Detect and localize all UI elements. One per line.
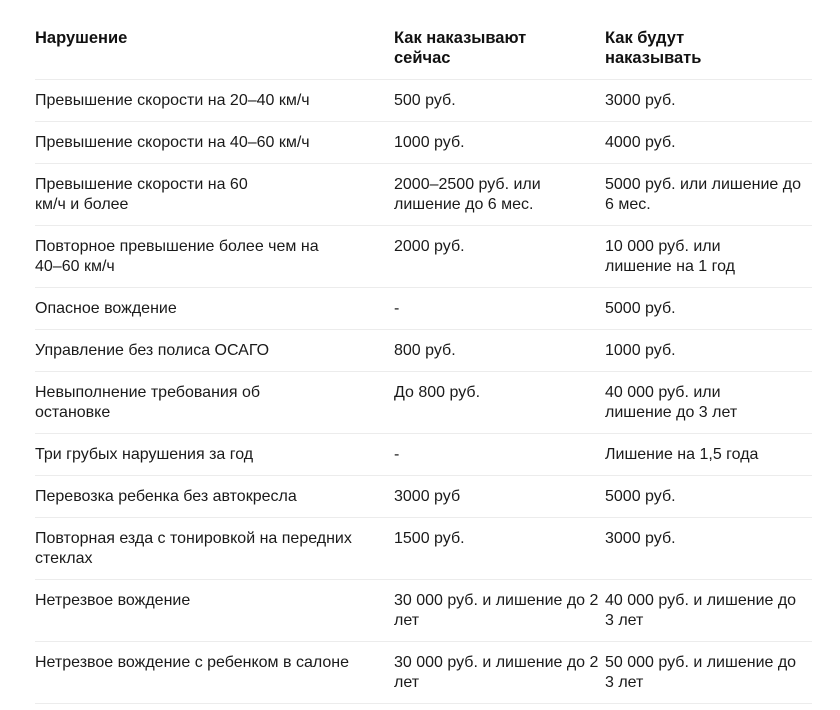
violation-cell: Нетрезвое вождение с ребенком в салоне xyxy=(35,654,349,671)
table-row xyxy=(35,476,812,518)
future-penalty-cell: 5000 руб. xyxy=(605,300,676,317)
table-row xyxy=(35,330,812,372)
violation-cell: Нетрезвое вождение xyxy=(35,592,191,609)
current-penalty-cell: 1000 руб. xyxy=(394,134,465,151)
future-penalty-cell: 50 000 руб. и лишение до 3 лет xyxy=(605,654,797,691)
current-penalty-cell: 30 000 руб. и лишение до 2 лет xyxy=(394,654,599,691)
header-current-penalty: Как наказывают сейчас xyxy=(394,29,527,67)
violation-cell: Превышение скорости на 60 км/ч и более xyxy=(35,176,248,213)
future-penalty-cell: 40 000 руб. или лишение до 3 лет xyxy=(605,384,738,421)
future-penalty-cell: 1000 руб. xyxy=(605,342,676,359)
table-row xyxy=(35,434,812,476)
table-row xyxy=(35,288,812,330)
table-row xyxy=(35,122,812,164)
penalties-table xyxy=(35,26,812,704)
future-penalty-cell: 40 000 руб. и лишение до 3 лет xyxy=(605,592,797,629)
violation-cell: Перевозка ребенка без автокресла xyxy=(35,488,297,505)
current-penalty-cell: 2000–2500 руб. или лишение до 6 мес. xyxy=(394,176,541,213)
future-penalty-cell: 3000 руб. xyxy=(605,530,676,547)
table-header xyxy=(35,26,812,80)
table-row xyxy=(35,80,812,122)
table-row xyxy=(35,226,812,288)
violation-cell: Управление без полиса ОСАГО xyxy=(35,342,270,359)
header-future-penalty: Как будут наказывать xyxy=(605,29,702,67)
violation-cell: Невыполнение требования об остановке xyxy=(35,384,261,421)
table-row xyxy=(35,580,812,642)
violation-cell: Повторная езда с тонировкой на передних стеклах xyxy=(35,530,352,567)
future-penalty-cell: 5000 руб. или лишение до 6 мес. xyxy=(605,176,802,213)
table-row xyxy=(35,372,812,434)
future-penalty-cell: 10 000 руб. или лишение на 1 год xyxy=(605,238,736,275)
current-penalty-cell: 800 руб. xyxy=(394,342,456,359)
violation-cell: Превышение скорости на 20–40 км/ч xyxy=(35,92,310,109)
violation-cell: Повторное превышение более чем на 40–60 км/ч xyxy=(35,238,319,275)
table-row xyxy=(35,642,812,704)
table-row xyxy=(35,164,812,226)
current-penalty-cell: До 800 руб. xyxy=(394,384,481,401)
header-violation: Нарушение xyxy=(35,29,128,47)
future-penalty-cell: 5000 руб. xyxy=(605,488,676,505)
current-penalty-cell: - xyxy=(394,446,400,463)
future-penalty-cell: 4000 руб. xyxy=(605,134,676,151)
current-penalty-cell: - xyxy=(394,300,400,317)
future-penalty-cell: 3000 руб. xyxy=(605,92,676,109)
table-row xyxy=(35,518,812,580)
current-penalty-cell: 1500 руб. xyxy=(394,530,465,547)
current-penalty-cell: 30 000 руб. и лишение до 2 лет xyxy=(394,592,599,629)
violation-cell: Три грубых нарушения за год xyxy=(35,446,254,463)
current-penalty-cell: 500 руб. xyxy=(394,92,456,109)
violation-cell: Превышение скорости на 40–60 км/ч xyxy=(35,134,310,151)
current-penalty-cell: 3000 руб xyxy=(394,488,461,505)
violation-cell: Опасное вождение xyxy=(35,300,177,317)
future-penalty-cell: Лишение на 1,5 года xyxy=(605,446,759,463)
current-penalty-cell: 2000 руб. xyxy=(394,238,465,255)
